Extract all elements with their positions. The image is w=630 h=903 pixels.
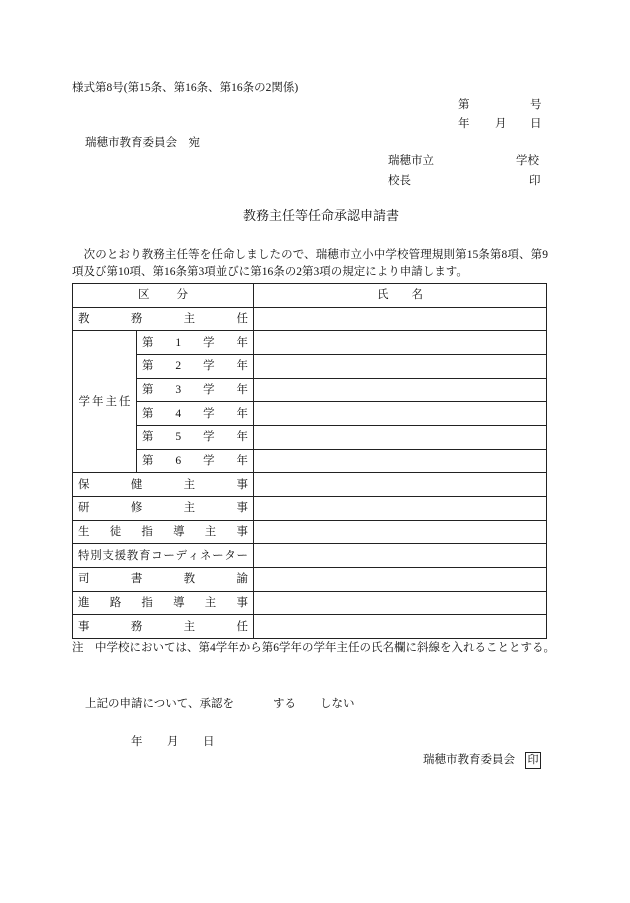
grade-label: [142, 408, 248, 420]
label-char: 教: [126, 549, 139, 562]
approval-date-year: 年: [131, 736, 143, 748]
label-char: ー: [163, 549, 175, 562]
label-char: デ: [175, 549, 187, 562]
name-cell: [254, 307, 547, 331]
label-char: 学: [203, 407, 215, 420]
role-label-cell: [73, 591, 254, 615]
header-name: [377, 289, 423, 301]
doc-number-prefix: 第: [458, 99, 470, 111]
name-cell: [254, 615, 547, 639]
label-char: 第: [142, 407, 154, 420]
grade-label-cell: [137, 402, 254, 426]
label-char: 年: [236, 407, 248, 420]
role-label: [78, 313, 248, 325]
table-row: [73, 591, 547, 615]
label-char: 学: [203, 454, 215, 467]
label-char: 区: [138, 289, 150, 302]
document-title: 教務主任等任命承認申請書: [243, 208, 400, 223]
label-char: 書: [130, 573, 143, 586]
role-label: [78, 502, 248, 514]
name-cell: [254, 473, 547, 497]
grade-label: [142, 455, 248, 467]
label-char: 1: [175, 336, 182, 349]
label-char: 教: [183, 573, 196, 586]
label-char: 事: [236, 502, 248, 515]
date-month: 月: [495, 118, 507, 130]
label-char: 事: [236, 525, 248, 538]
grade-label: [142, 384, 248, 396]
issuer-name: 瑞穂市教育委員会: [423, 754, 515, 766]
label-char: 分: [176, 289, 188, 302]
label-char: 教: [78, 312, 90, 325]
label-char: 氏: [377, 289, 389, 302]
name-cell: [254, 354, 547, 378]
body-line-1: 次のとおり教務主任等を任命しましたので、瑞穂市立小中学校管理規則第15条第8項、第9: [72, 249, 548, 261]
name-cell: [254, 496, 547, 520]
grade-label-cell: [137, 331, 254, 355]
label-char: 導: [173, 596, 185, 609]
label-char: ィ: [187, 549, 200, 562]
label-char: 3: [175, 383, 182, 396]
label-char: 6: [175, 454, 182, 467]
table-row: [73, 378, 547, 402]
label-char: 導: [173, 525, 185, 538]
label-char: 諭: [236, 573, 248, 586]
label-char: 第: [142, 431, 154, 444]
issuer-seal: 印: [527, 754, 539, 766]
label-char: 5: [175, 431, 182, 444]
label-char: 事: [78, 620, 90, 633]
label-char: 年: [236, 336, 248, 349]
label-char: 第: [142, 360, 154, 373]
label-char: ー: [236, 549, 248, 562]
table-row: [73, 354, 547, 378]
label-char: 第: [142, 454, 154, 467]
issuer-seal-box: [525, 752, 541, 769]
role-label: [78, 621, 248, 633]
school-prefix: 瑞穂市立: [388, 155, 434, 167]
grade-group-label: 学年主任: [73, 331, 137, 473]
label-char: 学: [203, 383, 215, 396]
name-cell: [254, 402, 547, 426]
label-char: 年: [236, 431, 248, 444]
header-category-cell: [73, 284, 254, 308]
role-label-cell: [73, 567, 254, 591]
role-label: [78, 597, 248, 609]
label-char: 生: [78, 525, 90, 538]
approval-date-day: 日: [203, 736, 215, 748]
label-char: 健: [130, 478, 143, 491]
label-char: 指: [141, 525, 153, 538]
label-char: 援: [114, 549, 127, 562]
label-char: 第: [142, 336, 154, 349]
label-char: 学: [203, 336, 215, 349]
date-day: 日: [530, 118, 542, 130]
table-row: [73, 402, 547, 426]
grade-label-cell: [137, 354, 254, 378]
role-label: [78, 526, 248, 538]
label-char: 特: [78, 549, 90, 562]
roster-table: [72, 283, 547, 639]
label-char: 年: [236, 383, 248, 396]
role-label-cell: [73, 520, 254, 544]
label-char: 務: [130, 312, 143, 325]
table-row: [73, 307, 547, 331]
label-char: 2: [175, 360, 182, 373]
table-note: 注 中学校においては、第4学年から第6学年の学年主任の氏名欄に斜線を入れることとする。: [72, 642, 555, 654]
name-cell: [254, 544, 547, 568]
doc-number-suffix: 号: [530, 99, 542, 111]
form-number: 様式第8号(第15条、第16条、第16条の2関係): [72, 82, 299, 94]
role-label-cell: [73, 496, 254, 520]
role-label: [78, 479, 248, 491]
table-row: [73, 473, 547, 497]
grade-label: [142, 360, 248, 372]
label-char: 主: [204, 525, 217, 538]
label-char: 研: [78, 502, 90, 515]
principal-seal: 印: [529, 175, 541, 187]
label-char: 路: [109, 596, 122, 609]
label-char: コ: [151, 549, 163, 562]
label-char: 任: [236, 312, 248, 325]
role-label: [78, 573, 248, 585]
table-row: [73, 331, 547, 355]
approval-text: 上記の申請について、承認を: [85, 698, 235, 710]
table-row: [73, 520, 547, 544]
name-cell: [254, 591, 547, 615]
label-char: 主: [204, 596, 217, 609]
label-char: 育: [138, 549, 151, 562]
label-char: 主: [183, 502, 196, 515]
grade-label: [142, 337, 248, 349]
role-label-cell: [73, 544, 254, 568]
label-char: 主: [183, 478, 196, 491]
approval-option-reject: しない: [320, 698, 355, 710]
table-header-row: [73, 284, 547, 308]
name-cell: [254, 567, 547, 591]
table-row: [73, 449, 547, 473]
name-cell: [254, 520, 547, 544]
label-char: 学: [203, 360, 215, 373]
label-char: 修: [130, 502, 143, 515]
name-cell: [254, 331, 547, 355]
addressee: 瑞穂市教育委員会 宛: [85, 137, 200, 149]
name-cell: [254, 378, 547, 402]
school-suffix: 学校: [516, 155, 539, 167]
label-char: 年: [236, 360, 248, 373]
label-char: 司: [78, 573, 90, 586]
label-char: 任: [236, 620, 248, 633]
label-char: 学: [203, 431, 215, 444]
label-char: 主: [183, 620, 196, 633]
label-char: 保: [78, 478, 90, 491]
header-name-cell: [254, 284, 547, 308]
table-row: [73, 567, 547, 591]
approval-option-approve: する: [273, 698, 296, 710]
label-char: 別: [90, 549, 102, 562]
name-cell: [254, 449, 547, 473]
label-char: 進: [78, 596, 90, 609]
table-row: [73, 615, 547, 639]
body-line-2: 項及び第10項、第16条第3項並びに第16条の2第3項の規定により申請します。: [72, 266, 468, 278]
approval-date-month: 月: [167, 736, 179, 748]
header-category: [138, 289, 188, 301]
label-char: ー: [212, 549, 224, 562]
label-char: 指: [141, 596, 153, 609]
label-char: 主: [183, 312, 196, 325]
label-char: 第: [142, 383, 154, 396]
label-char: 支: [102, 549, 114, 562]
label-char: 徒: [109, 525, 122, 538]
role-label-cell: [73, 307, 254, 331]
table-row: [73, 425, 547, 449]
grade-label-cell: [137, 378, 254, 402]
role-label-cell: [73, 473, 254, 497]
date-year: 年: [458, 118, 470, 130]
grade-label-cell: [137, 425, 254, 449]
label-char: タ: [224, 549, 236, 562]
label-char: 務: [130, 620, 143, 633]
table-row: [73, 496, 547, 520]
grade-label-cell: [137, 449, 254, 473]
grade-label: [142, 431, 248, 443]
name-cell: [254, 425, 547, 449]
role-label: [78, 550, 248, 562]
label-char: ネ: [199, 549, 212, 562]
label-char: 4: [175, 407, 182, 420]
label-char: 事: [236, 478, 248, 491]
principal-title: 校長: [388, 175, 411, 187]
label-char: 名: [411, 289, 423, 302]
role-label-cell: [73, 615, 254, 639]
label-char: 年: [236, 454, 248, 467]
label-char: 事: [236, 596, 248, 609]
table-row: [73, 544, 547, 568]
